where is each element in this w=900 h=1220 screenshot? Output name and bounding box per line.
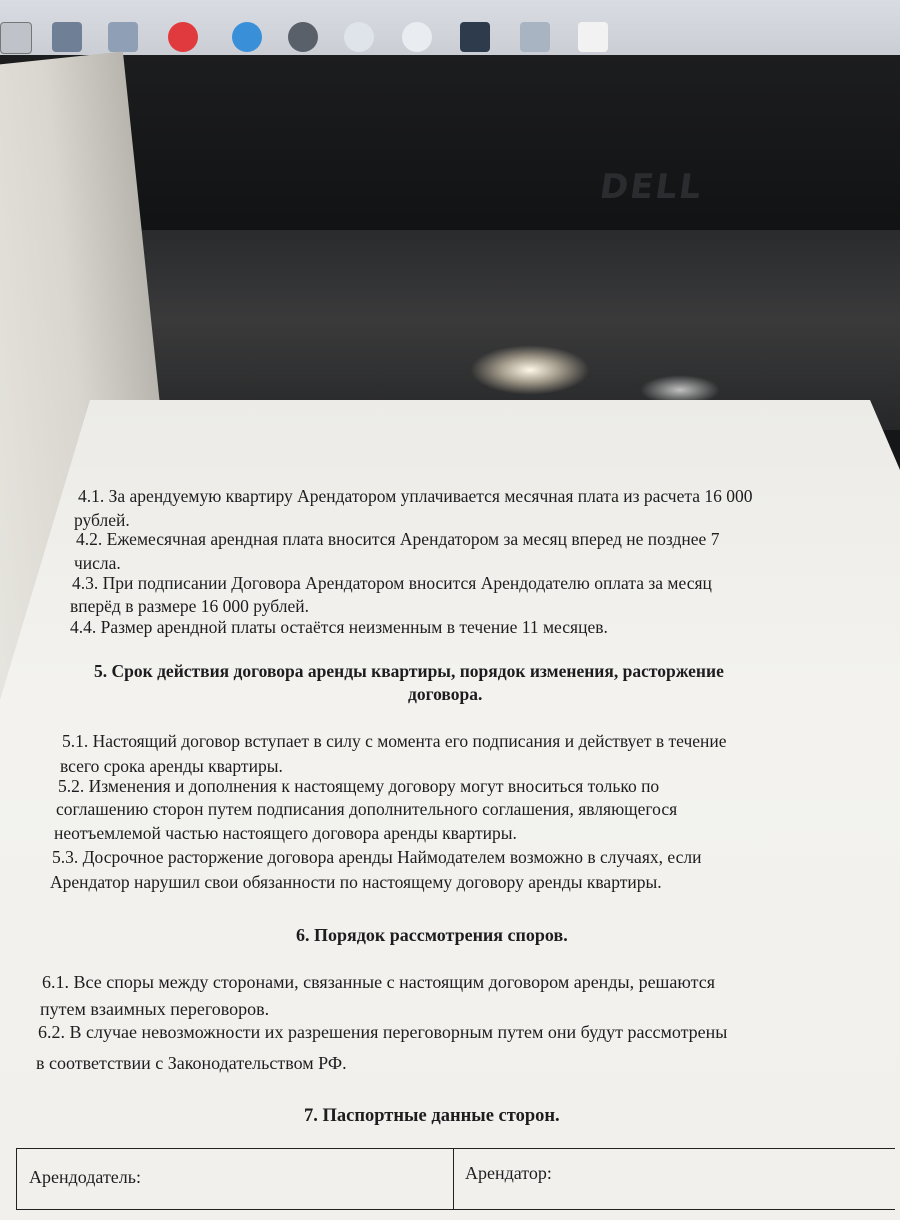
clause-4-3-cont: вперёд в размере 16 000 рублей. [70,596,309,616]
clause-6-2-cont: в соответствии с Законодательством РФ. [36,1053,347,1073]
clause-4-4: 4.4. Размер арендной платы остаётся неизменным в течение 11 месяцев. [70,617,608,637]
heading-section-5-cont: договора. [408,684,483,704]
clause-5-2-cont: соглашению сторон путем подписания дополнительного соглашения, являющегося [56,799,678,819]
clause-6-1-cont: путем взаимных переговоров. [40,999,270,1019]
clause-6-1: 6.1. Все споры между сторонами, связанные с настоящим договором аренды, решаются [42,972,715,992]
passport-table [16,1148,895,1210]
heading-section-5: 5. Срок действия договора аренды квартиры, порядок изменения, расторжение [94,661,724,681]
clause-5-2: 5.2. Изменения и дополнения к настоящему договору могут вноситься только по [58,776,660,796]
clause-5-1-cont: всего срока аренды квартиры. [60,756,283,776]
clause-4-2-cont: числа. [74,553,121,573]
heading-section-7: 7. Паспортные данные сторон. [304,1106,560,1126]
tenant-label: Арендатор: [465,1163,552,1183]
clause-4-3: 4.3. При подписании Договора Арендатором вносится Арендодателю оплата за месяц [72,573,712,593]
landlord-label: Арендодатель: [29,1167,141,1187]
clause-6-2: 6.2. В случае невозможности их разрешения переговорным путем они будут рассмотрены [38,1022,728,1042]
clause-4-1-cont: рублей. [74,510,130,530]
table-divider [453,1149,454,1209]
clause-5-3: 5.3. Досрочное расторжение договора аренды Наймодателем возможно в случаях, если [52,847,702,867]
dell-logo: DELL [597,167,706,207]
clause-5-3-cont: Арендатор нарушил свои обязанности по настоящему договору аренды квартиры. [50,872,662,892]
heading-section-6: 6. Порядок рассмотрения споров. [296,925,568,945]
clause-5-2-cont2: неотъемлемой частью настоящего договора аренды квартиры. [54,823,517,843]
clause-4-1: 4.1. За арендуемую квартиру Арендатором уплачивается месячная плата из расчета 16 000 [78,486,753,506]
clause-5-1: 5.1. Настоящий договор вступает в силу с момента его подписания и действует в течение [62,731,727,751]
clause-4-2: 4.2. Ежемесячная арендная плата вносится Арендатором за месяц вперед не позднее 7 [76,529,720,549]
